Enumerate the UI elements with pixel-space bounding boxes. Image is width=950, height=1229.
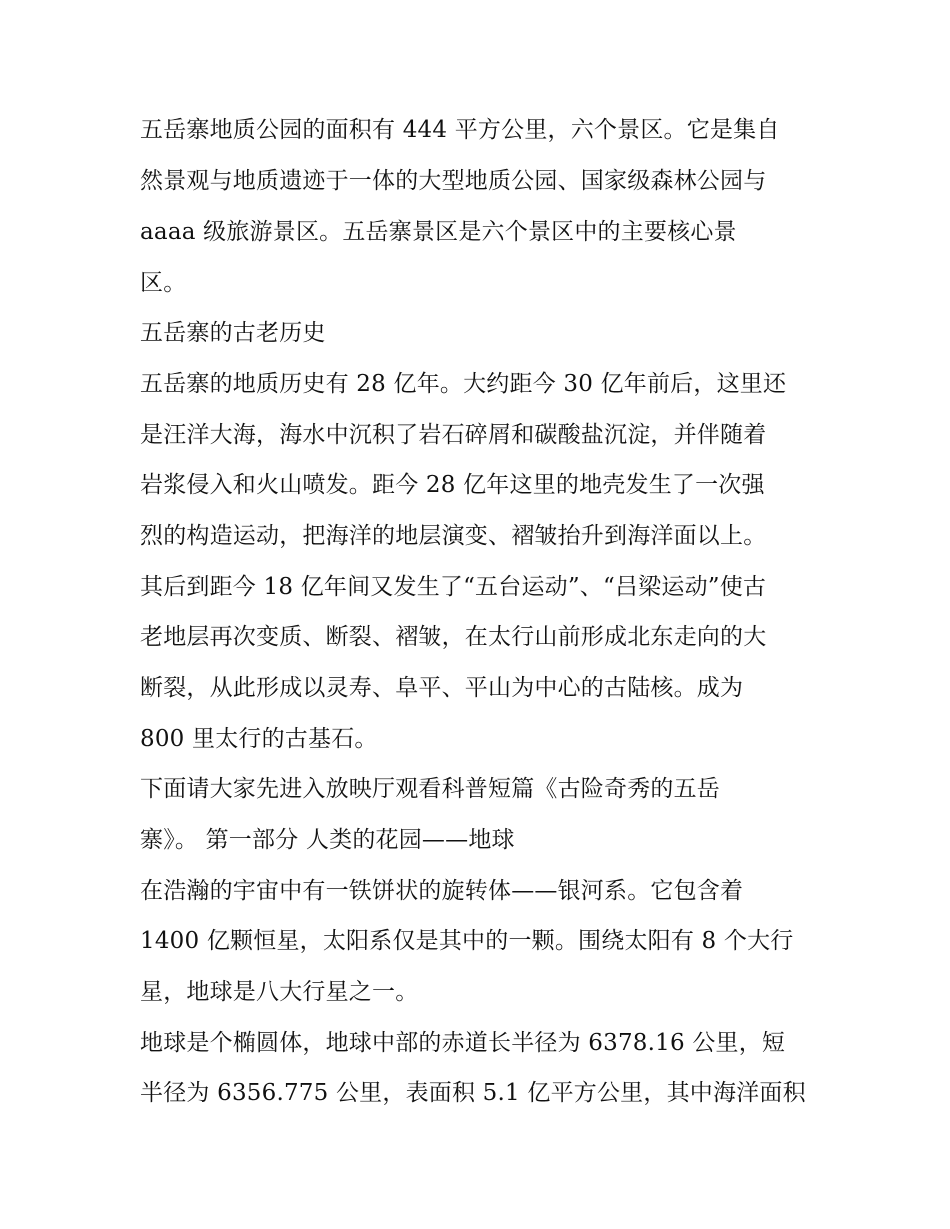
text-line: 烈的构造运动，把海洋的地层演变、褶皱抬升到海洋面以上。 — [140, 523, 767, 549]
text-line: 在浩瀚的宇宙中有一铁饼状的旋转体——银河系。它包含着 — [140, 878, 744, 904]
text-line: 其后到距今 18 亿年间又发生了“五台运动”、“吕梁运动”使古 — [140, 574, 767, 600]
text-line: 五岳寨地质公园的面积有 444 平方公里，六个景区。它是集自 — [140, 117, 780, 143]
text-line: aaaa 级旅游景区。五岳寨景区是六个景区中的主要核心景 — [140, 219, 737, 245]
text-line: 寨》。 第一部分 人类的花园——地球 — [140, 827, 515, 853]
text-line: 1400 亿颗恒星，太阳系仅是其中的一颗。围绕太阳有 8 个大行 — [140, 928, 794, 954]
text-line: 老地层再次变质、断裂、褶皱，在太行山前形成北东走向的大 — [140, 624, 767, 650]
text-line: 下面请大家先进入放映厅观看科普短篇《古险奇秀的五岳 — [140, 776, 720, 802]
text-line: 岩浆侵入和火山喷发。距今 28 亿年这里的地壳发生了一次强 — [140, 472, 765, 498]
section-heading: 五岳寨的古老历史 — [140, 320, 326, 346]
text-line: 区。 — [140, 270, 187, 296]
text-line: 地球是个椭圆体，地球中部的赤道长半径为 6378.16 公里，短 — [140, 1030, 786, 1056]
text-line: 是汪洋大海，海水中沉积了岩石碎屑和碳酸盐沉淀，并伴随着 — [140, 422, 767, 448]
text-line: 断裂，从此形成以灵寿、阜平、平山为中心的古陆核。成为 — [140, 675, 744, 701]
text-line: 800 里太行的古基石。 — [140, 726, 378, 752]
text-line: 然景观与地质遗迹于一体的大型地质公园、国家级森林公园与 — [140, 168, 767, 194]
text-line: 五岳寨的地质历史有 28 亿年。大约距今 30 亿年前后，这里还 — [140, 371, 787, 397]
text-line: 星，地球是八大行星之一。 — [140, 979, 419, 1005]
text-line: 半径为 6356.775 公里，表面积 5.1 亿平方公里，其中海洋面积 — [140, 1080, 806, 1106]
